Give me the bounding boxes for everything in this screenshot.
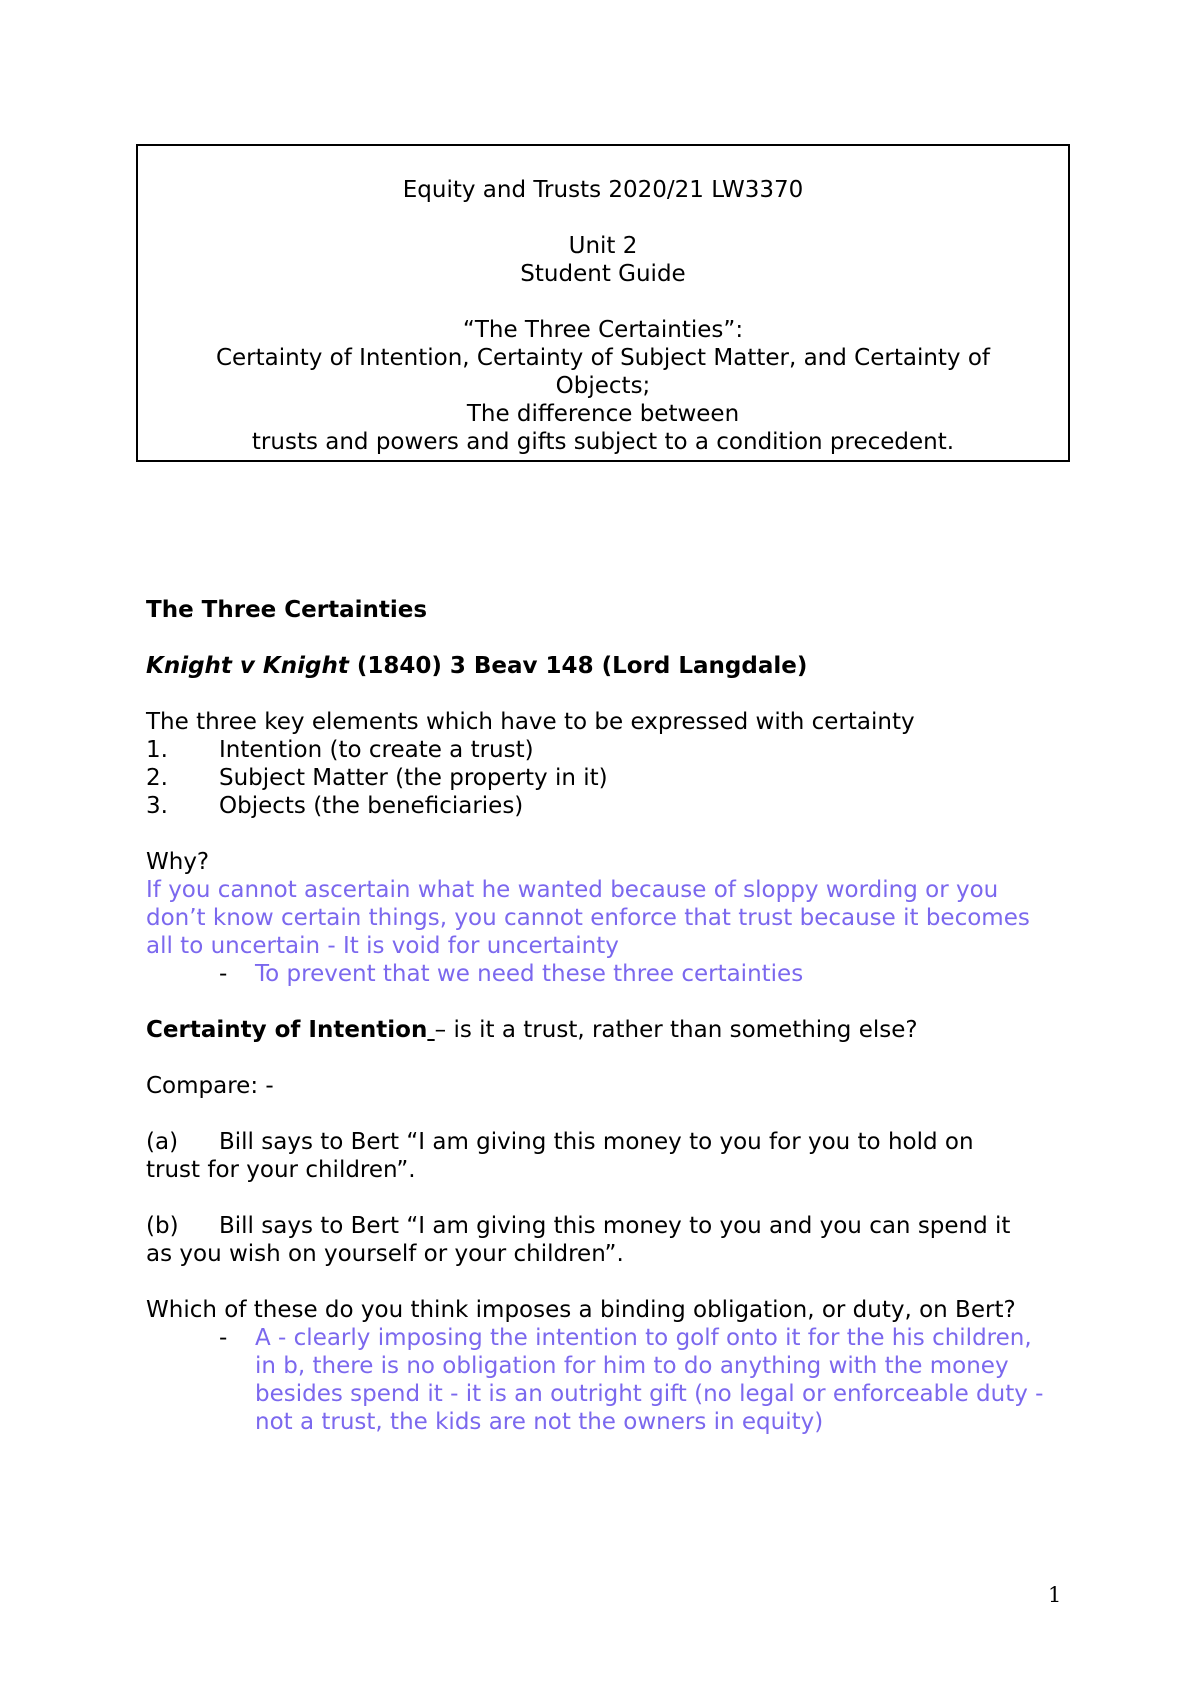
unit-label: Unit 2: [568, 233, 638, 259]
topic-title: “The Three Certainties”:: [462, 317, 744, 343]
case-name: Knight v Knight: [146, 653, 349, 679]
topic-line-3: The difference between: [466, 401, 740, 427]
why-question: Why?: [146, 849, 210, 875]
compare-label: Compare: -: [146, 1073, 274, 1099]
topic-line-2: Objects;: [555, 373, 651, 399]
example-b: (b) Bill says to Bert “I am giving this money to you and you can spend it as you wish on yourself or your children”.: [146, 1213, 1011, 1267]
why-bullet: - To prevent that we need these three certainties: [219, 961, 804, 987]
example-a: (a) Bill says to Bert “I am giving this money to you for you to hold on trust for your children”.: [146, 1129, 974, 1183]
list-item: 1. Intention (to create a trust): [146, 737, 534, 763]
title-box: [136, 144, 1070, 462]
topic-line-1: Certainty of Intention, Certainty of Subject Matter, and Certainty of: [215, 345, 991, 371]
page-number: 1: [1048, 1583, 1062, 1607]
document-body: [146, 596, 1066, 1436]
case-reference: [146, 652, 1066, 680]
section-heading: The Three Certainties: [146, 597, 428, 623]
answer-bullet: - A - clearly imposing the intention to golf onto it for the his children, in b, there is no obligation for him to do anything with the money besides spend it - it is an outright gift (no legal or enforceable duty - not a trust, the kids are not the owners in equity): [219, 1325, 1044, 1435]
intention-heading: Certainty of Intention – is it a trust, rather than something else?: [146, 1017, 918, 1043]
intro-text: The three key elements which have to be expressed with certainty: [146, 709, 915, 735]
why-note: If you cannot ascertain what he wanted because of sloppy wording or you don’t know certain things, you cannot enforce that trust because it becomes all to uncertain - It is void for uncertainty: [146, 877, 1030, 959]
case-citation: (1840) 3 Beav 148 (Lord Langdale): [348, 653, 808, 679]
question-text: Which of these do you think imposes a binding obligation, or duty, on Bert?: [146, 1297, 1016, 1323]
list-item: 2. Subject Matter (the property in it): [146, 765, 608, 791]
list-item: 3. Objects (the beneficiaries): [146, 793, 524, 819]
course-title: Equity and Trusts 2020/21 LW3370: [402, 177, 804, 203]
topic-line-4: trusts and powers and gifts subject to a condition precedent.: [251, 429, 955, 455]
guide-label: Student Guide: [520, 261, 686, 287]
